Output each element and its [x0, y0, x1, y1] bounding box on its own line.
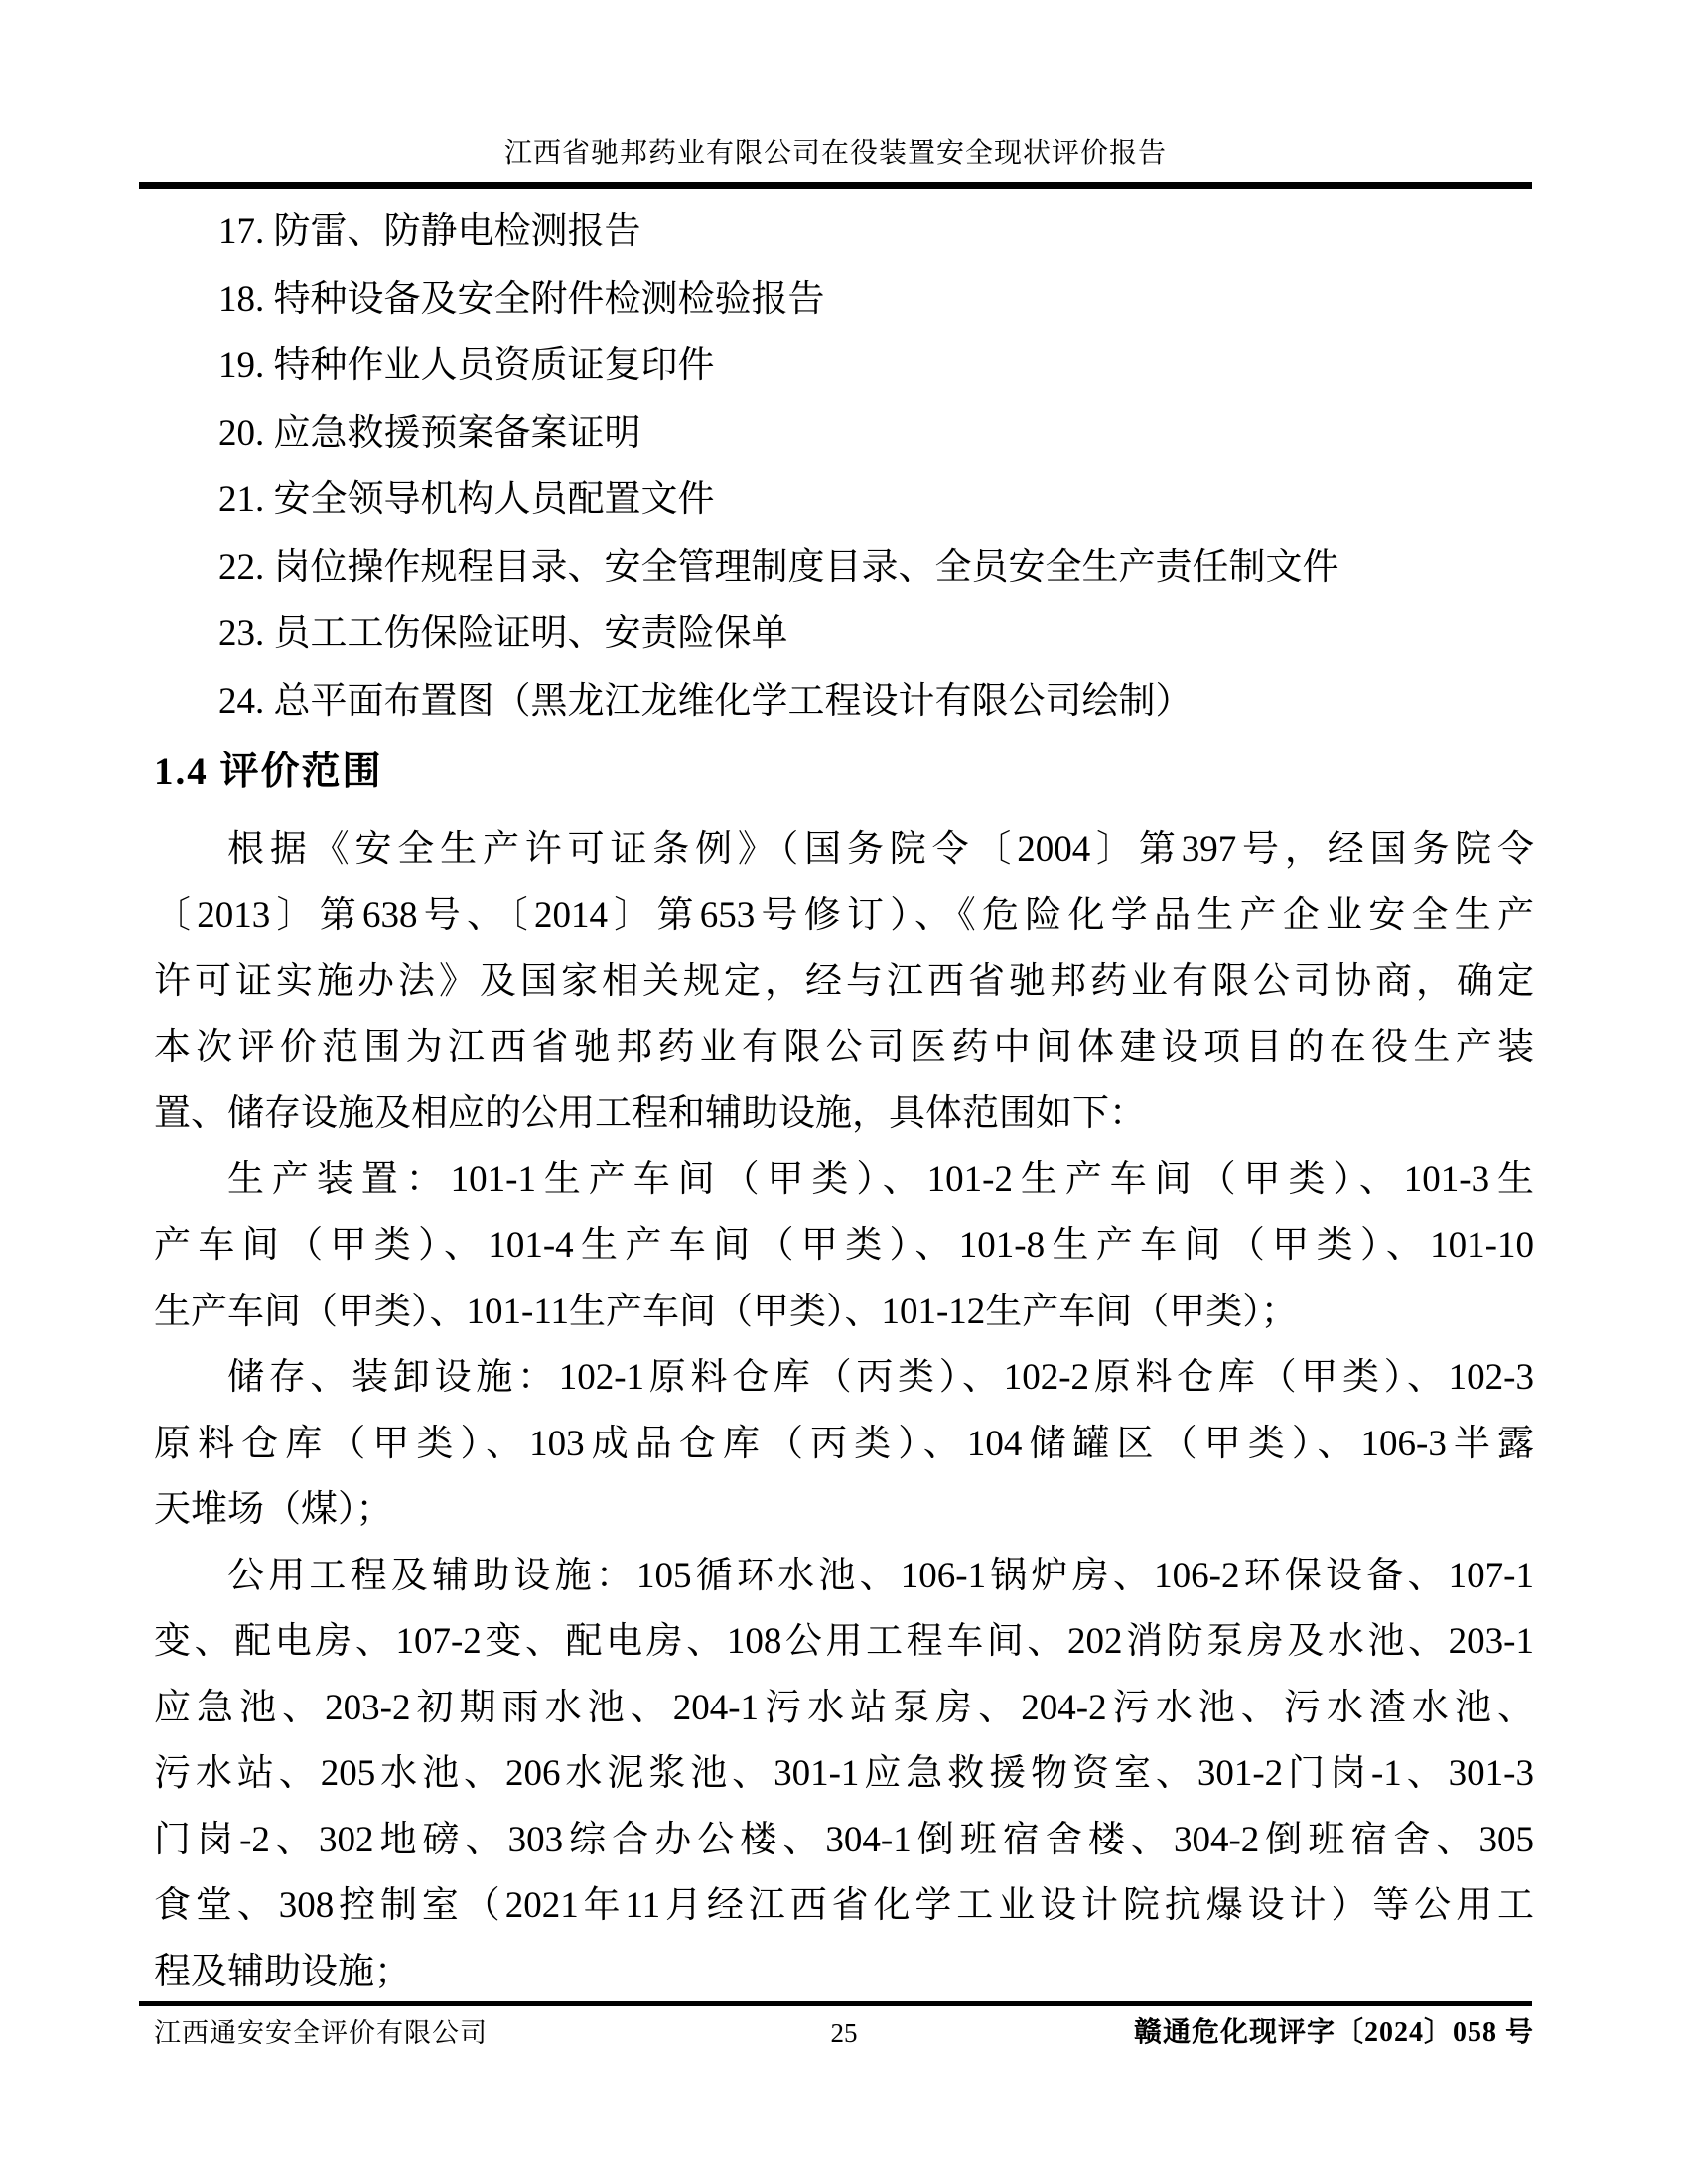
header-rule [139, 182, 1532, 189]
paragraph-line: 许可证实施办法》及国家相关规定，经与江西省驰邦药业有限公司协商，确定 [154, 961, 1534, 1002]
body-paragraphs [154, 817, 1534, 2005]
paragraph-line: 储存、装卸设施：102-1原料仓库（丙类）、102-2原料仓库（甲类）、102-3 [227, 1357, 1534, 1398]
paragraph-line: 公用工程及辅助设施：105循环水池、106-1锅炉房、106-2环保设备、107-1 [227, 1555, 1534, 1596]
paragraph-line: 污水站、205水池、206水泥浆池、301-1应急救援物资室、301-2门岗-1、301-3 [154, 1753, 1534, 1794]
paragraph [154, 1148, 1534, 1346]
paragraph-line: 置、储存设施及相应的公用工程和辅助设施，具体范围如下： [154, 1093, 1146, 1134]
paragraph-line: 应急池、203-2初期雨水池、204-1污水站泵房、204-2污水池、污水渣水池、 [154, 1687, 1534, 1728]
list-item: 21. 安全领导机构人员配置文件 [218, 479, 715, 520]
paragraph-line: 生产车间（甲类）、101-11生产车间（甲类）、101-12生产车间（甲类）； [154, 1291, 1298, 1332]
list-item: 22. 岗位操作规程目录、安全管理制度目录、全员安全生产责任制文件 [218, 546, 1339, 588]
footer-rule [139, 2001, 1532, 2006]
attachment-list [218, 199, 1534, 735]
page-number: 25 [830, 2018, 858, 2048]
paragraph-line: 本次评价范围为江西省驰邦药业有限公司医药中间体建设项目的在役生产装 [154, 1026, 1534, 1068]
section-heading: 1.4 评价范围 [154, 751, 383, 793]
list-item: 17. 防雷、防静电检测报告 [218, 211, 641, 252]
footer-company: 江西通安安全评价有限公司 [154, 2018, 488, 2048]
page-header-title: 江西省驰邦药业有限公司在役装置安全现状评价报告 [503, 138, 1167, 169]
list-item: 20. 应急救援预案备案证明 [218, 412, 641, 454]
paragraph-line: 根据《安全生产许可证条例》（国务院令〔2004〕第397号，经国务院令 [227, 829, 1534, 870]
paragraph-line: 原料仓库（甲类）、103成品仓库（丙类）、104储罐区（甲类）、106-3半露 [154, 1423, 1534, 1464]
paragraph-line: 天堆场（煤）； [154, 1489, 393, 1530]
paragraph-line: 〔2013〕第638号、〔2014〕第653号修订）、《危险化学品生产企业安全生产 [154, 894, 1534, 936]
paragraph [154, 817, 1534, 1148]
paragraph-line: 变、配电房、107-2变、配电房、108公用工程车间、202消防泵房及水池、203-1 [154, 1621, 1534, 1662]
paragraph [154, 1345, 1534, 1544]
footer-doc-number: 赣通危化现评字〔2024〕058 号 [1133, 2017, 1534, 2048]
list-item: 24. 总平面布置图（黑龙江龙维化学工程设计有限公司绘制） [218, 680, 1193, 722]
paragraph-line: 生产装置：101-1生产车间（甲类）、101-2生产车间（甲类）、101-3生 [227, 1159, 1534, 1200]
list-item: 23. 员工工伤保险证明、安责险保单 [218, 614, 788, 654]
list-item: 18. 特种设备及安全附件检测检验报告 [218, 278, 825, 320]
paragraph-line: 食堂、308控制室（2021年11月经江西省化学工业设计院抗爆设计）等公用工 [154, 1885, 1534, 1926]
paragraph-line: 门岗-2、302地磅、303综合办公楼、304-1倒班宿舍楼、304-2倒班宿舍、305 [154, 1819, 1534, 1860]
paragraph-line: 产车间（甲类）、101-4生产车间（甲类）、101-8生产车间（甲类）、101-10 [154, 1225, 1534, 1266]
paragraph [154, 1544, 1534, 2006]
page-footer [154, 2013, 1534, 2057]
paragraph-line: 程及辅助设施； [154, 1951, 411, 1992]
list-item: 19. 特种作业人员资质证复印件 [218, 345, 715, 386]
